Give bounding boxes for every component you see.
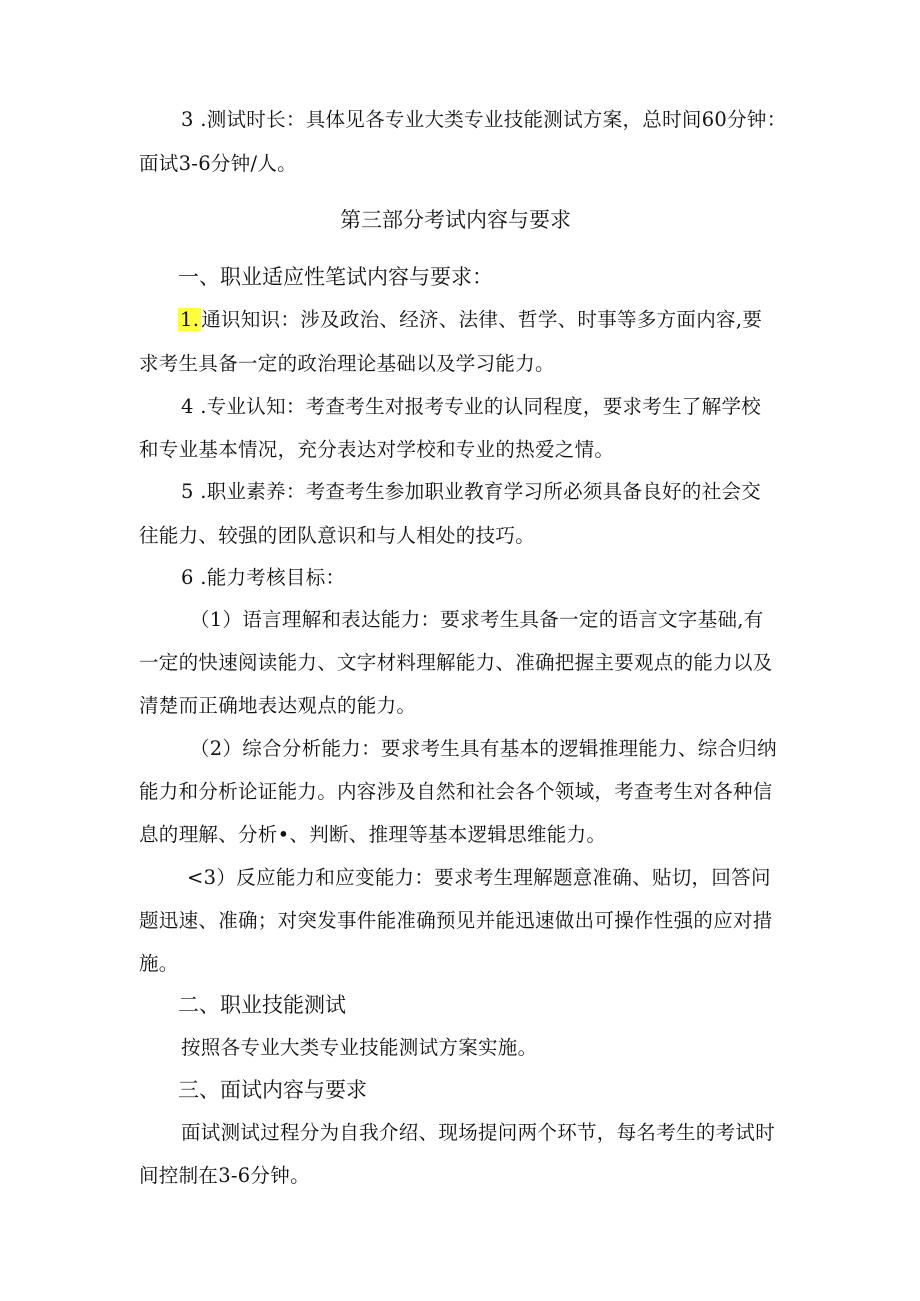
section3-heading: 三、面试内容与要求	[178, 1078, 367, 1102]
item1-line-1	[178, 306, 762, 334]
item4-line-2: 和专业基本情况，充分表达对学校和专业的热爱之情。	[139, 438, 615, 461]
item6-sub1-line-3: 清楚而正确地表达观点的能力。	[139, 694, 417, 717]
item6-sub3-line-2: 题迅速、准确；对突发事件能准确预见并能迅速做出可操作性强的应对措	[139, 909, 773, 932]
item4-line-1: 4 .专业认知：考查考生对报考专业的认同程度，要求考生了解学校	[181, 395, 762, 418]
item6-sub3-line-1: <3）反应能力和应变能力：要求考生理解题意准确、贴切，回答问	[187, 866, 771, 889]
section1-heading: 一、职业适应性笔试内容与要求：	[178, 265, 493, 289]
duration-line-2: 面试3-6分钟/人。	[139, 152, 297, 175]
item6-sub3-line-3: 施。	[139, 952, 179, 975]
item5-line-2: 往能力、较强的团队意识和与人相处的技巧。	[139, 524, 536, 547]
item5-line-1: 5 .职业素养：考查考生参加职业教育学习所必须具备良好的社会交	[181, 480, 762, 503]
section3-line-1: 面试测试过程分为自我介绍、现场提问两个环节，每名考生的考试时	[181, 1121, 776, 1144]
item6-sub1-line-2: 一定的快速阅读能力、文字材料理解能力、准确把握主要观点的能力以及	[139, 651, 773, 674]
section3-line-2: 间控制在3-6分钟。	[139, 1164, 310, 1187]
duration-line-1: 3 .测试时长：具体见各专业大类专业技能测试方案，总时间60分钟：	[181, 108, 787, 131]
item6-sub2-line-3: 息的理解、分析•、判断、推理等基本逻辑思维能力。	[139, 823, 607, 846]
item6-sub1-line-1: （1）语言理解和表达能力：要求考生具备一定的语言文字基础,有	[190, 608, 764, 631]
part-title: 第三部分考试内容与要求	[340, 208, 571, 232]
item6-sub2-line-2: 能力和分析论证能力。内容涉及自然和社会各个领域，考查考生对各种信	[139, 780, 773, 803]
item1-line-2: 求考生具备一定的政治理论基础以及学习能力。	[139, 352, 555, 375]
section2-heading: 二、职业技能测试	[178, 993, 346, 1017]
item1-text: 通识知识：涉及政治、经济、法律、哲学、时事等多方面内容,要	[201, 308, 763, 331]
item6-line-1: 6 .能力考核目标：	[181, 566, 346, 589]
item1-marker-highlight: 1.	[180, 308, 200, 331]
section2-line-1: 按照各专业大类专业技能测试方案实施。	[181, 1036, 538, 1059]
item6-sub2-line-1: （2）综合分析能力：要求考生具有基本的逻辑推理能力、综合归纳	[190, 737, 777, 760]
